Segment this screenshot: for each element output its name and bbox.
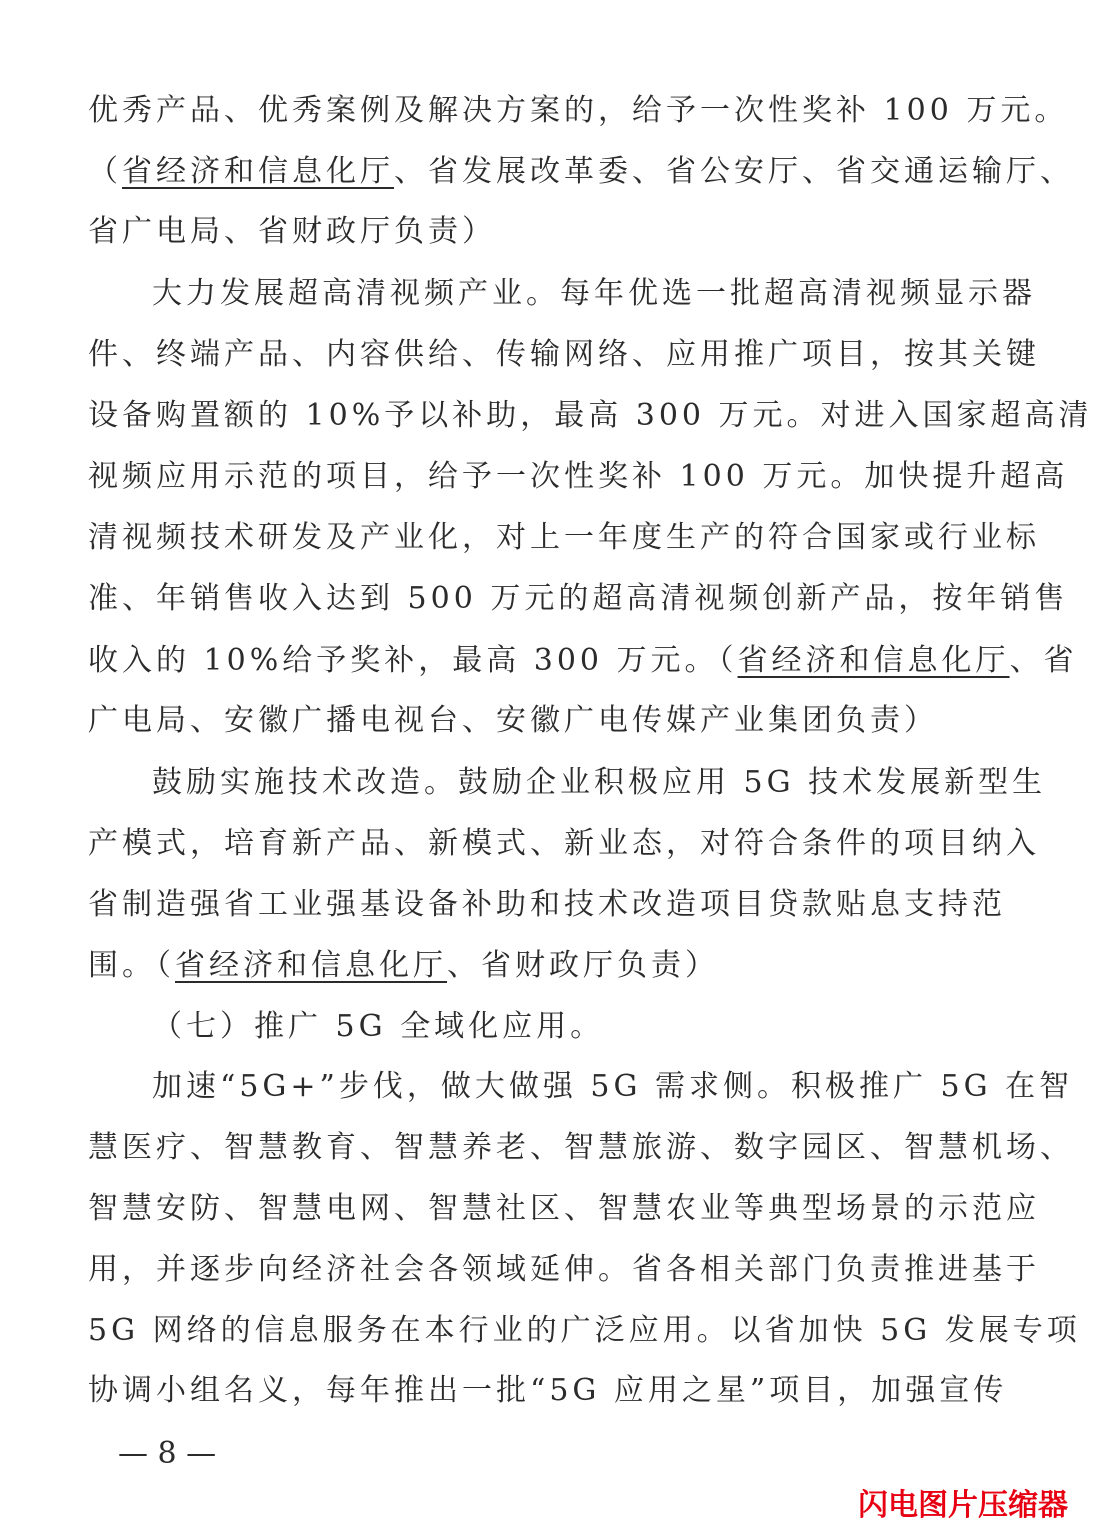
line-text: 设备购置额的 10%予以补助，最高 300 万元。对进入国家超高清 xyxy=(88,398,1093,433)
watermark: 闪电图片压缩器 xyxy=(858,1488,1068,1523)
line-text: 、省发展改革委、省公安厅、省交通运输厅、 xyxy=(394,154,1074,189)
text-line-3 xyxy=(88,208,1000,256)
line-text: 协调小组名义，每年推出一批“5G 应用之星”项目，加强宣传 xyxy=(88,1373,1008,1408)
responsible-dept-underlined: 省经济和信息化厅 xyxy=(122,154,394,189)
responsible-dept-underlined: 省经济和信息化厅 xyxy=(175,948,447,983)
line-text: 广电局、安徽广播电视台、安徽广电传媒产业集团负责） xyxy=(88,703,938,738)
text-line-15 xyxy=(88,942,1000,990)
text-line-4 xyxy=(152,270,1036,318)
responsible-dept-underlined: 省经济和信息化厅 xyxy=(737,643,1010,678)
text-line-21 xyxy=(88,1307,1081,1355)
text-line-7 xyxy=(88,453,1069,501)
line-text: 视频应用示范的项目，给予一次性奖补 100 万元。加快提升超高 xyxy=(88,459,1069,494)
line-prefix: （ xyxy=(88,154,122,189)
text-line-18 xyxy=(88,1124,1074,1172)
text-line-6 xyxy=(88,392,1093,440)
line-text: 省制造强省工业强基设备补助和技术改造项目贷款贴息支持范 xyxy=(88,887,1006,922)
text-line-10 xyxy=(88,637,1078,685)
line-text: 鼓励实施技术改造。鼓励企业积极应用 5G 技术发展新型生 xyxy=(152,765,1047,800)
line-prefix: 围。（ xyxy=(88,948,175,983)
text-line-1 xyxy=(88,87,1069,135)
text-line-2 xyxy=(88,148,1074,196)
line-text: 加速“5G+”步伐，做大做强 5G 需求侧。积极推广 5G 在智 xyxy=(152,1069,1074,1104)
line-text: 用，并逐步向经济社会各领域延伸。省各相关部门负责推进基于 xyxy=(88,1252,1040,1287)
text-line-12 xyxy=(152,759,1047,807)
text-line-9 xyxy=(88,575,1069,623)
line-prefix: 收入的 10%给予奖补，最高 300 万元。（ xyxy=(88,643,738,678)
line-text: 大力发展超高清视频产业。每年优选一批超高清视频显示器 xyxy=(152,276,1036,311)
line-text: 准、年销售收入达到 500 万元的超高清视频创新产品，按年销售 xyxy=(88,581,1069,616)
line-text: 清视频技术研发及产业化，对上一年度生产的符合国家或行业标 xyxy=(88,520,1040,555)
text-line-5 xyxy=(88,331,1040,379)
text-line-14 xyxy=(88,881,1006,929)
line-text: 、省 xyxy=(1009,643,1078,678)
line-text: 慧医疗、智慧教育、智慧养老、智慧旅游、数字园区、智慧机场、 xyxy=(88,1130,1074,1165)
text-line-13 xyxy=(88,820,1040,868)
line-text: 件、终端产品、内容供给、传输网络、应用推广项目，按其关键 xyxy=(88,337,1040,372)
line-text: （七）推广 5G 全域化应用。 xyxy=(152,1009,605,1044)
page-number: — 8 — xyxy=(118,1436,217,1471)
text-line-22 xyxy=(88,1367,1008,1415)
line-text: 5G 网络的信息服务在本行业的广泛应用。以省加快 5G 发展专项 xyxy=(88,1313,1081,1348)
section-heading xyxy=(152,1003,1000,1051)
line-text: 、省财政厅负责） xyxy=(447,948,719,983)
text-line-8 xyxy=(88,514,1040,562)
line-text: 省广电局、省财政厅负责） xyxy=(88,214,496,249)
text-line-19 xyxy=(88,1185,1040,1233)
text-line-20 xyxy=(88,1246,1040,1294)
line-text: 产模式，培育新产品、新模式、新业态，对符合条件的项目纳入 xyxy=(88,826,1040,861)
text-line-17 xyxy=(152,1063,1074,1111)
line-text: 智慧安防、智慧电网、智慧社区、智慧农业等典型场景的示范应 xyxy=(88,1191,1040,1226)
line-text: 优秀产品、优秀案例及解决方案的，给予一次性奖补 100 万元。 xyxy=(88,93,1069,128)
text-line-11 xyxy=(88,697,1000,745)
